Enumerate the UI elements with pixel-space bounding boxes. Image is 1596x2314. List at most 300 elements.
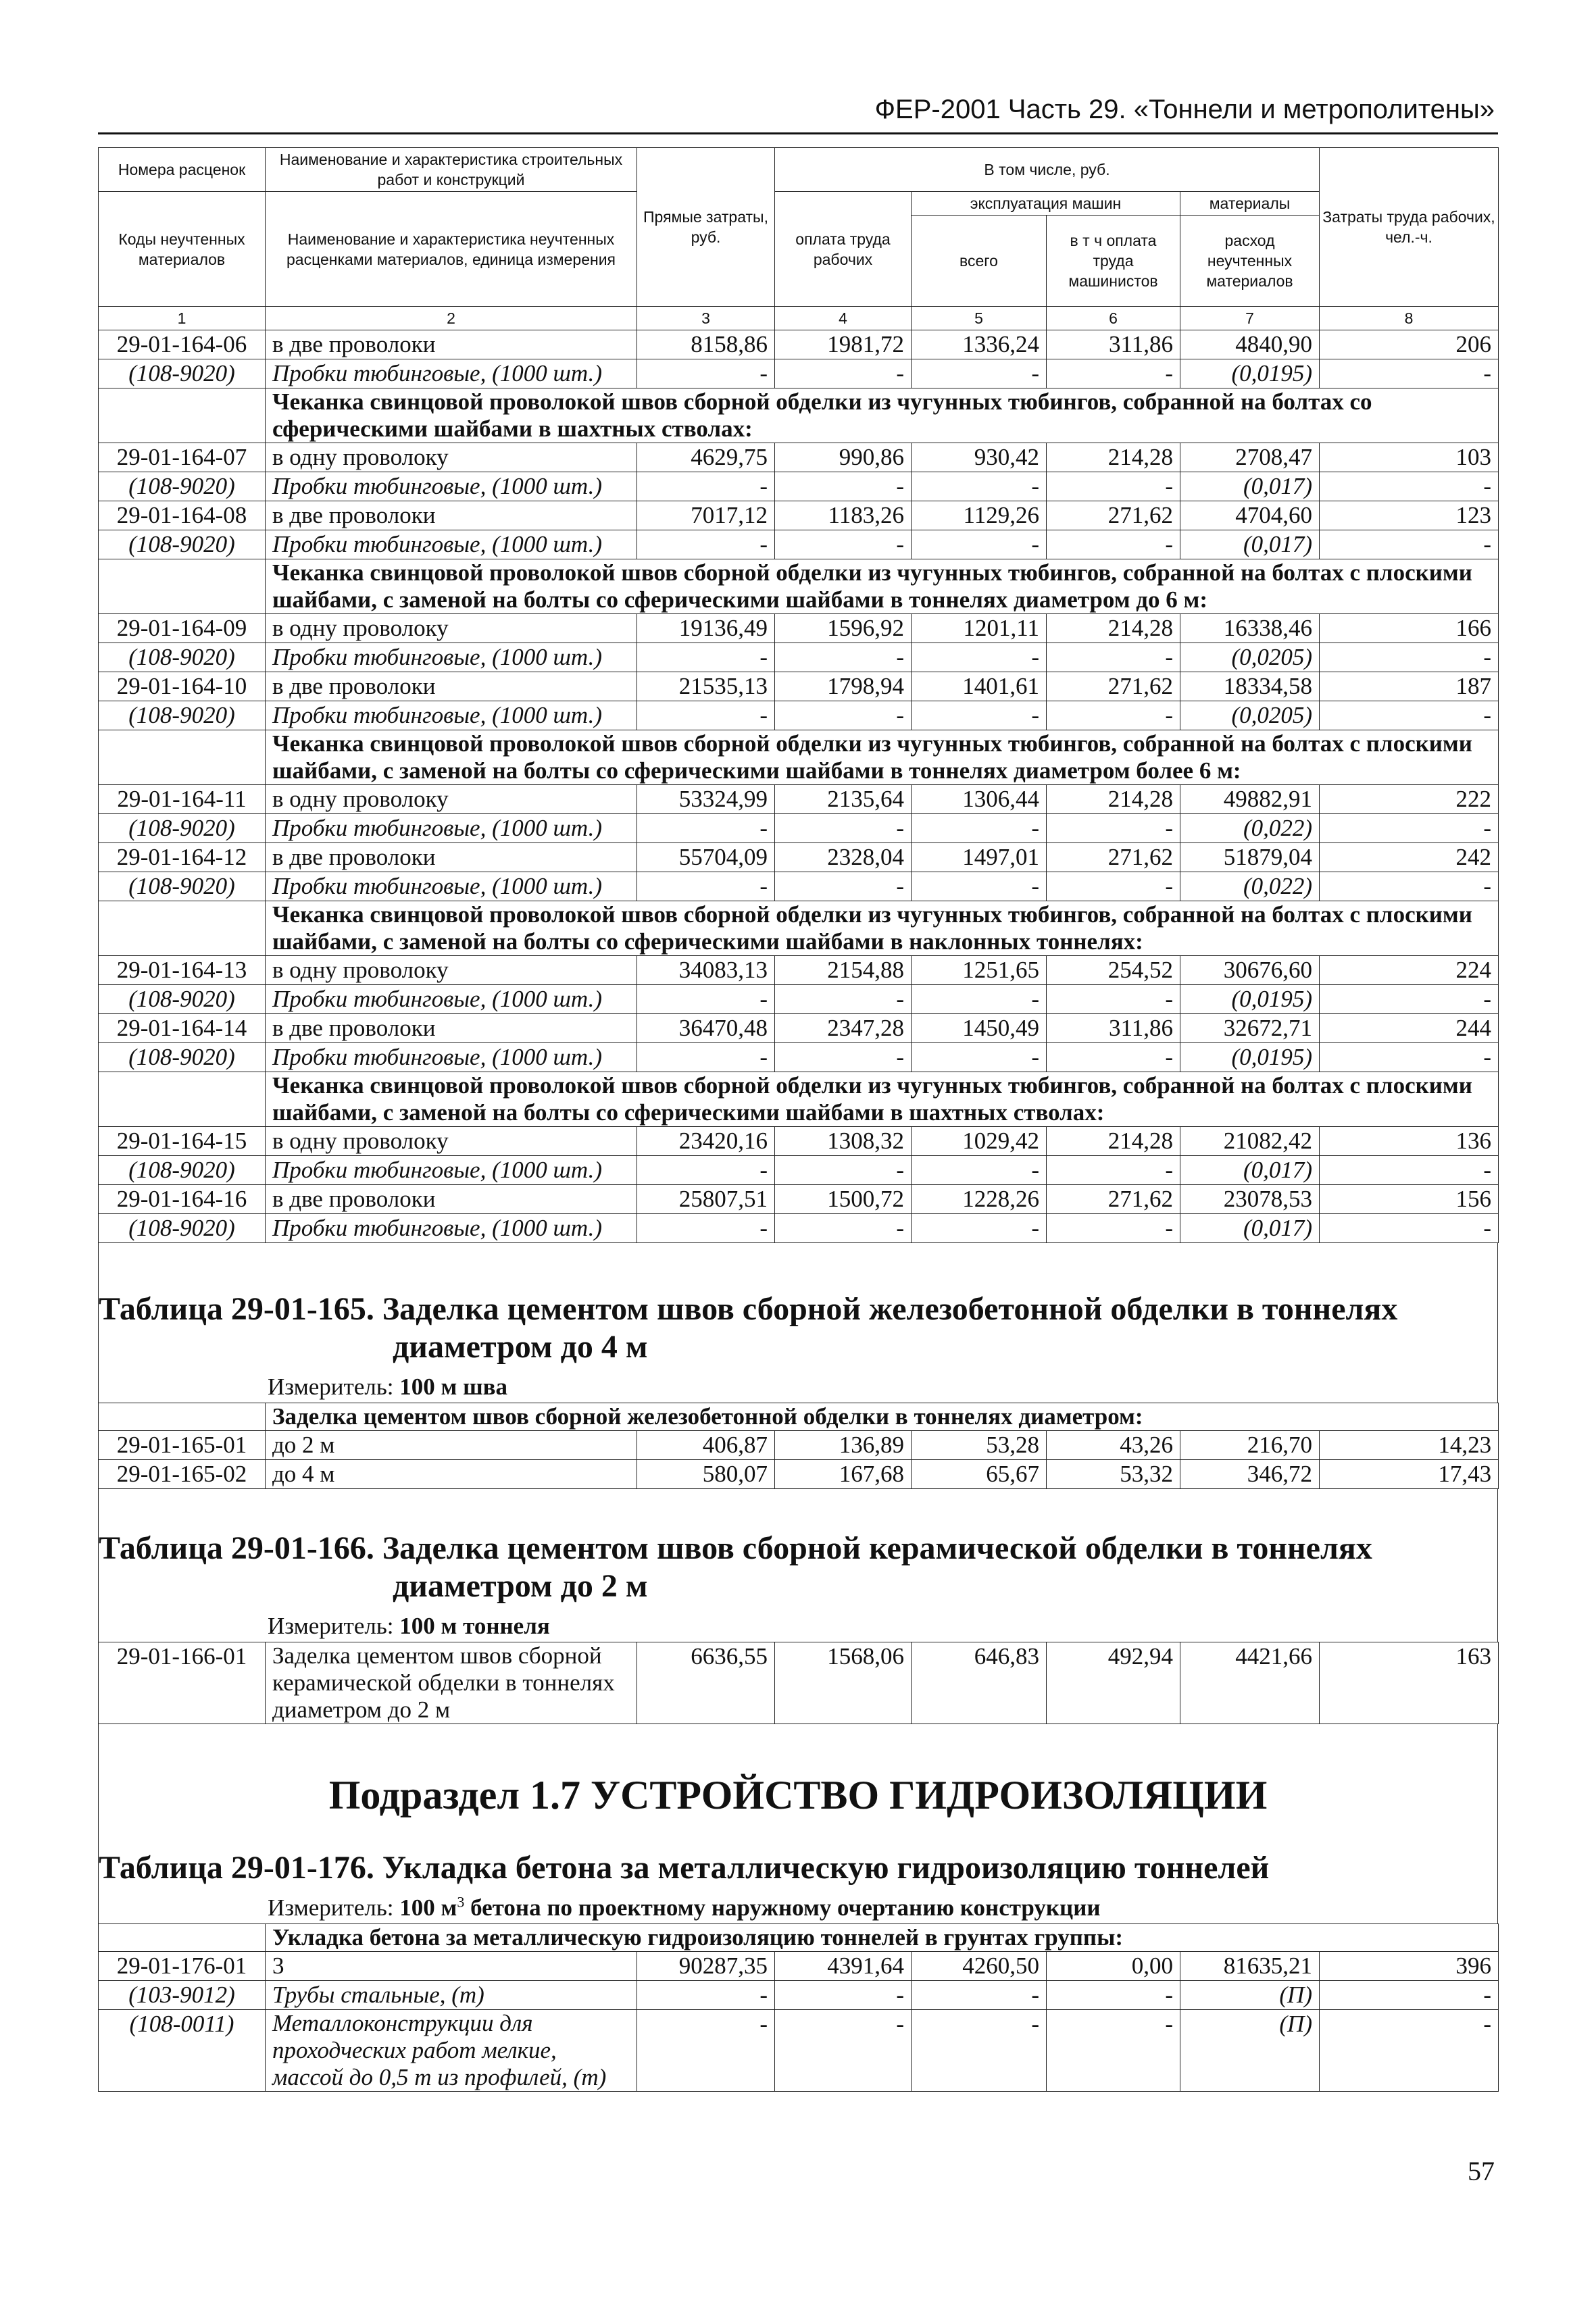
col-num: 2 bbox=[266, 307, 637, 330]
rates-table-165 bbox=[98, 1403, 1499, 1489]
table-165-title-line2: диаметром до 4 м bbox=[393, 1329, 648, 1365]
rate-name: в две проволоки bbox=[266, 501, 637, 530]
wages-cost: 4391,64 bbox=[775, 1952, 912, 1981]
group-title: Чеканка свинцовой проволокой швов сборной обделки из чугунных тюбингов, собранной на болтах с плоскими шайбами, с заменой на болты со сферическими шайбами в шахтных стволах: bbox=[266, 1072, 1499, 1127]
subsection-block bbox=[98, 1724, 1498, 1923]
table-164-body bbox=[99, 330, 1499, 1243]
wages-cost: 167,68 bbox=[775, 1460, 912, 1489]
wages-cost: 2154,88 bbox=[775, 956, 912, 985]
table-166-title bbox=[99, 1516, 1497, 1605]
direct-cost: 7017,12 bbox=[637, 501, 775, 530]
wages-cost: - bbox=[775, 643, 912, 672]
machines-cost: 1497,01 bbox=[912, 843, 1047, 872]
wages-cost: 2135,64 bbox=[775, 785, 912, 814]
subsection-title: Подраздел 1.7 УСТРОЙСТВО ГИДРОИЗОЛЯЦИИ bbox=[328, 1773, 1268, 1817]
machines-cost: - bbox=[912, 1214, 1047, 1243]
rate-name: до 4 м bbox=[266, 1460, 637, 1489]
direct-cost: - bbox=[637, 872, 775, 901]
machines-wages-cost: 271,62 bbox=[1047, 1185, 1180, 1214]
materials-cost: (0,017) bbox=[1180, 1156, 1320, 1185]
wages-cost: - bbox=[775, 701, 912, 730]
machines-cost: 930,42 bbox=[912, 443, 1047, 472]
direct-cost: 406,87 bbox=[637, 1431, 775, 1460]
wages-cost: 1500,72 bbox=[775, 1185, 912, 1214]
material-row bbox=[99, 1156, 1499, 1185]
direct-cost: - bbox=[637, 1981, 775, 2010]
direct-cost: - bbox=[637, 1214, 775, 1243]
wages-cost: - bbox=[775, 530, 912, 559]
rate-code: 29-01-164-09 bbox=[99, 614, 266, 643]
rate-code: 29-01-164-10 bbox=[99, 672, 266, 701]
table-row bbox=[99, 1014, 1499, 1043]
material-row bbox=[99, 472, 1499, 501]
col-machines-total: всего bbox=[912, 216, 1047, 307]
materials-cost: (П) bbox=[1180, 2010, 1320, 2092]
measure-value-post: бетона по проектному наружному очертанию конструкции bbox=[464, 1894, 1101, 1921]
labor-cost: 14,23 bbox=[1320, 1431, 1499, 1460]
group-title-row bbox=[99, 1403, 1499, 1431]
table-166-measure bbox=[99, 1605, 1497, 1642]
rate-name: Пробки тюбинговые, (1000 шт.) bbox=[266, 472, 637, 501]
page-number: 57 bbox=[1468, 2156, 1495, 2186]
material-row bbox=[99, 1981, 1499, 2010]
direct-cost: 580,07 bbox=[637, 1460, 775, 1489]
materials-cost: 81635,21 bbox=[1180, 1952, 1320, 1981]
wages-cost: - bbox=[775, 2010, 912, 2092]
measure-label: Измеритель: bbox=[268, 1894, 394, 1921]
direct-cost: 53324,99 bbox=[637, 785, 775, 814]
machines-cost: 53,28 bbox=[912, 1431, 1047, 1460]
wages-cost: - bbox=[775, 814, 912, 843]
col-materials: материалы bbox=[1180, 192, 1320, 216]
wages-cost: - bbox=[775, 1981, 912, 2010]
table-row bbox=[99, 1127, 1499, 1156]
labor-cost: - bbox=[1320, 985, 1499, 1014]
group-title-spacer bbox=[99, 1403, 266, 1431]
rate-code: 29-01-164-13 bbox=[99, 956, 266, 985]
labor-cost: 103 bbox=[1320, 443, 1499, 472]
direct-cost: 34083,13 bbox=[637, 956, 775, 985]
machines-wages-cost: - bbox=[1047, 1981, 1180, 2010]
measure-label: Измеритель: bbox=[268, 1374, 394, 1400]
rates-table-176 bbox=[98, 1923, 1499, 2092]
table-row bbox=[99, 1642, 1499, 1724]
wages-cost: - bbox=[775, 1043, 912, 1072]
direct-cost: 8158,86 bbox=[637, 330, 775, 359]
material-row bbox=[99, 1043, 1499, 1072]
rates-table-166 bbox=[98, 1642, 1499, 1724]
rate-code: 29-01-164-15 bbox=[99, 1127, 266, 1156]
col-name-bottom: Наименование и характеристика неучтенных расценками материалов, единица измерения bbox=[266, 192, 637, 307]
machines-wages-cost: - bbox=[1047, 1214, 1180, 1243]
machines-cost: 1306,44 bbox=[912, 785, 1047, 814]
labor-cost: - bbox=[1320, 359, 1499, 388]
machines-cost: 1129,26 bbox=[912, 501, 1047, 530]
labor-cost: 123 bbox=[1320, 501, 1499, 530]
machines-cost: 4260,50 bbox=[912, 1952, 1047, 1981]
table-165-body bbox=[99, 1403, 1499, 1489]
direct-cost: - bbox=[637, 814, 775, 843]
labor-cost: - bbox=[1320, 814, 1499, 843]
header-rule bbox=[98, 132, 1498, 134]
rate-code: 29-01-176-01 bbox=[99, 1952, 266, 1981]
rate-name: в две проволоки bbox=[266, 672, 637, 701]
wages-cost: - bbox=[775, 359, 912, 388]
table-176-measure bbox=[99, 1887, 1497, 1923]
rate-name: Пробки тюбинговые, (1000 шт.) bbox=[266, 701, 637, 730]
materials-cost: (0,0195) bbox=[1180, 985, 1320, 1014]
machines-wages-cost: 53,32 bbox=[1047, 1460, 1180, 1489]
table-165-title bbox=[99, 1277, 1497, 1366]
machines-cost: 646,83 bbox=[912, 1642, 1047, 1724]
group-title: Заделка цементом швов сборной железобетонной обделки в тоннелях диаметром: bbox=[266, 1403, 1499, 1431]
wages-cost: - bbox=[775, 985, 912, 1014]
table-row bbox=[99, 501, 1499, 530]
machines-wages-cost: - bbox=[1047, 985, 1180, 1014]
group-title-spacer bbox=[99, 1924, 266, 1952]
machines-wages-cost: - bbox=[1047, 814, 1180, 843]
rate-code: (108-9020) bbox=[99, 872, 266, 901]
machines-wages-cost: 214,28 bbox=[1047, 1127, 1180, 1156]
labor-cost: 222 bbox=[1320, 785, 1499, 814]
labor-cost: 136 bbox=[1320, 1127, 1499, 1156]
document-body bbox=[98, 147, 1498, 2092]
labor-cost: 396 bbox=[1320, 1952, 1499, 1981]
labor-cost: - bbox=[1320, 643, 1499, 672]
materials-cost: 23078,53 bbox=[1180, 1185, 1320, 1214]
material-row bbox=[99, 643, 1499, 672]
machines-cost: - bbox=[912, 1156, 1047, 1185]
materials-cost: 30676,60 bbox=[1180, 956, 1320, 985]
materials-cost: (0,017) bbox=[1180, 1214, 1320, 1243]
rate-code: 29-01-165-01 bbox=[99, 1431, 266, 1460]
material-row bbox=[99, 814, 1499, 843]
materials-cost: 4840,90 bbox=[1180, 330, 1320, 359]
machines-cost: 1201,11 bbox=[912, 614, 1047, 643]
rate-code: (108-9020) bbox=[99, 643, 266, 672]
material-row bbox=[99, 359, 1499, 388]
machines-cost: - bbox=[912, 701, 1047, 730]
materials-cost: (0,0195) bbox=[1180, 1043, 1320, 1072]
table-176-title: Таблица 29-01-176. Укладка бетона за металлическую гидроизоляцию тоннелей bbox=[99, 1850, 1270, 1886]
labor-cost: - bbox=[1320, 1043, 1499, 1072]
rate-name: Заделка цементом швов сборной керамической обделки в тоннелях диаметром до 2 м bbox=[266, 1642, 637, 1724]
direct-cost: - bbox=[637, 1043, 775, 1072]
materials-cost: 21082,42 bbox=[1180, 1127, 1320, 1156]
col-num: 5 bbox=[912, 307, 1047, 330]
labor-cost: 244 bbox=[1320, 1014, 1499, 1043]
group-title-row bbox=[99, 730, 1499, 785]
machines-wages-cost: - bbox=[1047, 1043, 1180, 1072]
materials-cost: (0,017) bbox=[1180, 530, 1320, 559]
rate-code: 29-01-164-06 bbox=[99, 330, 266, 359]
table-166-title-line1: Таблица 29-01-166. Заделка цементом швов сборной керамической обделки в тоннелях bbox=[99, 1530, 1372, 1566]
materials-cost: (0,022) bbox=[1180, 872, 1320, 901]
col-machines: эксплуатация машин bbox=[912, 192, 1180, 216]
machines-wages-cost: - bbox=[1047, 701, 1180, 730]
material-row bbox=[99, 1214, 1499, 1243]
rate-code: 29-01-164-08 bbox=[99, 501, 266, 530]
labor-cost: - bbox=[1320, 530, 1499, 559]
wages-cost: 990,86 bbox=[775, 443, 912, 472]
rate-code: (108-9020) bbox=[99, 359, 266, 388]
direct-cost: - bbox=[637, 359, 775, 388]
rate-code: (108-0011) bbox=[99, 2010, 266, 2092]
materials-cost: 4421,66 bbox=[1180, 1642, 1320, 1724]
labor-cost: 242 bbox=[1320, 843, 1499, 872]
machines-wages-cost: 43,26 bbox=[1047, 1431, 1180, 1460]
machines-wages-cost: 492,94 bbox=[1047, 1642, 1180, 1724]
page-header: ФЕР-2001 Часть 29. «Тоннели и метрополитены» bbox=[874, 95, 1495, 124]
machines-cost: 65,67 bbox=[912, 1460, 1047, 1489]
machines-wages-cost: - bbox=[1047, 472, 1180, 501]
rates-table-164 bbox=[98, 147, 1499, 1243]
direct-cost: - bbox=[637, 472, 775, 501]
table-row bbox=[99, 785, 1499, 814]
rate-code: 29-01-164-16 bbox=[99, 1185, 266, 1214]
machines-cost: 1450,49 bbox=[912, 1014, 1047, 1043]
materials-cost: (0,017) bbox=[1180, 472, 1320, 501]
machines-cost: 1029,42 bbox=[912, 1127, 1047, 1156]
rate-name: Пробки тюбинговые, (1000 шт.) bbox=[266, 985, 637, 1014]
group-title-row bbox=[99, 559, 1499, 614]
group-title-row bbox=[99, 901, 1499, 956]
rate-name: в две проволоки bbox=[266, 843, 637, 872]
rate-name: в одну проволоку bbox=[266, 1127, 637, 1156]
machines-wages-cost: 311,86 bbox=[1047, 1014, 1180, 1043]
labor-cost: - bbox=[1320, 472, 1499, 501]
direct-cost: 55704,09 bbox=[637, 843, 775, 872]
machines-cost: 1228,26 bbox=[912, 1185, 1047, 1214]
direct-cost: 36470,48 bbox=[637, 1014, 775, 1043]
rate-name: до 2 м bbox=[266, 1431, 637, 1460]
direct-cost: - bbox=[637, 530, 775, 559]
machines-wages-cost: - bbox=[1047, 530, 1180, 559]
material-row bbox=[99, 872, 1499, 901]
direct-cost: 19136,49 bbox=[637, 614, 775, 643]
rate-name: в две проволоки bbox=[266, 1014, 637, 1043]
wages-cost: 1183,26 bbox=[775, 501, 912, 530]
materials-cost: (0,0205) bbox=[1180, 701, 1320, 730]
wages-cost: 1798,94 bbox=[775, 672, 912, 701]
wages-cost: 1981,72 bbox=[775, 330, 912, 359]
rate-name: Пробки тюбинговые, (1000 шт.) bbox=[266, 1043, 637, 1072]
machines-wages-cost: 214,28 bbox=[1047, 443, 1180, 472]
rate-code: 29-01-165-02 bbox=[99, 1460, 266, 1489]
group-title-row bbox=[99, 388, 1499, 443]
table-166-title-line2: диаметром до 2 м bbox=[393, 1568, 648, 1604]
col-direct: Прямые затраты, руб. bbox=[637, 148, 775, 307]
materials-cost: (П) bbox=[1180, 1981, 1320, 2010]
machines-wages-cost: 0,00 bbox=[1047, 1952, 1180, 1981]
measure-value-pre: 100 м bbox=[399, 1894, 457, 1921]
machines-wages-cost: 214,28 bbox=[1047, 785, 1180, 814]
rate-code: 29-01-164-11 bbox=[99, 785, 266, 814]
rate-name: Пробки тюбинговые, (1000 шт.) bbox=[266, 530, 637, 559]
machines-cost: - bbox=[912, 1043, 1047, 1072]
table-row bbox=[99, 443, 1499, 472]
measure-value: 100 м тоннеля bbox=[399, 1613, 550, 1639]
direct-cost: - bbox=[637, 701, 775, 730]
machines-cost: 1401,61 bbox=[912, 672, 1047, 701]
rate-code: 29-01-164-07 bbox=[99, 443, 266, 472]
group-title-spacer bbox=[99, 559, 266, 614]
rate-name: 3 bbox=[266, 1952, 637, 1981]
material-row bbox=[99, 701, 1499, 730]
machines-wages-cost: - bbox=[1047, 1156, 1180, 1185]
table-166-block bbox=[98, 1489, 1498, 1642]
col-code-top: Номера расценок bbox=[99, 148, 266, 192]
table-row bbox=[99, 614, 1499, 643]
group-title-spacer bbox=[99, 901, 266, 956]
col-num: 1 bbox=[99, 307, 266, 330]
machines-cost: 1336,24 bbox=[912, 330, 1047, 359]
machines-cost: - bbox=[912, 985, 1047, 1014]
rate-code: 29-01-164-12 bbox=[99, 843, 266, 872]
table-176-body bbox=[99, 1924, 1499, 2092]
materials-cost: 18334,58 bbox=[1180, 672, 1320, 701]
wages-cost: 1596,92 bbox=[775, 614, 912, 643]
materials-cost: 49882,91 bbox=[1180, 785, 1320, 814]
rate-name: в две проволоки bbox=[266, 330, 637, 359]
col-num: 7 bbox=[1180, 307, 1320, 330]
table-165-title-line1: Таблица 29-01-165. Заделка цементом швов сборной железобетонной обделки в тоннелях bbox=[99, 1291, 1398, 1327]
group-title-spacer bbox=[99, 388, 266, 443]
table-header bbox=[99, 148, 1499, 330]
rate-code: (108-9020) bbox=[99, 1156, 266, 1185]
table-row bbox=[99, 843, 1499, 872]
col-num: 3 bbox=[637, 307, 775, 330]
rate-code: (108-9020) bbox=[99, 1214, 266, 1243]
col-code-bottom: Коды неучтенных материалов bbox=[99, 192, 266, 307]
table-row bbox=[99, 1431, 1499, 1460]
direct-cost: 90287,35 bbox=[637, 1952, 775, 1981]
rate-name: в одну проволоку bbox=[266, 614, 637, 643]
rate-code: 29-01-164-14 bbox=[99, 1014, 266, 1043]
rate-name: в одну проволоку bbox=[266, 956, 637, 985]
group-title: Чеканка свинцовой проволокой швов сборной обделки из чугунных тюбингов, собранной на болтах с плоскими шайбами, с заменой на болты со сферическими шайбами в тоннелях диаметром до 6 м: bbox=[266, 559, 1499, 614]
measure-sup: 3 bbox=[457, 1893, 465, 1911]
table-row bbox=[99, 672, 1499, 701]
direct-cost: 6636,55 bbox=[637, 1642, 775, 1724]
materials-cost: 32672,71 bbox=[1180, 1014, 1320, 1043]
machines-wages-cost: 271,62 bbox=[1047, 843, 1180, 872]
rate-name: Пробки тюбинговые, (1000 шт.) bbox=[266, 359, 637, 388]
wages-cost: 1308,32 bbox=[775, 1127, 912, 1156]
col-name-top: Наименование и характеристика строительных работ и конструкций bbox=[266, 148, 637, 192]
materials-cost: (0,0195) bbox=[1180, 359, 1320, 388]
rate-code: (108-9020) bbox=[99, 530, 266, 559]
direct-cost: 4629,75 bbox=[637, 443, 775, 472]
machines-wages-cost: - bbox=[1047, 872, 1180, 901]
group-title: Укладка бетона за металлическую гидроизоляцию тоннелей в грунтах группы: bbox=[266, 1924, 1499, 1952]
table-165-block bbox=[98, 1243, 1498, 1403]
machines-cost: - bbox=[912, 2010, 1047, 2092]
group-title-spacer bbox=[99, 1072, 266, 1127]
machines-cost: - bbox=[912, 1981, 1047, 2010]
machines-cost: - bbox=[912, 872, 1047, 901]
rate-code: (108-9020) bbox=[99, 701, 266, 730]
table-166-body bbox=[99, 1642, 1499, 1724]
machines-wages-cost: 271,62 bbox=[1047, 501, 1180, 530]
materials-cost: (0,022) bbox=[1180, 814, 1320, 843]
col-wages: оплата труда рабочих bbox=[775, 192, 912, 307]
labor-cost: - bbox=[1320, 1981, 1499, 2010]
table-row bbox=[99, 956, 1499, 985]
labor-cost: 224 bbox=[1320, 956, 1499, 985]
machines-wages-cost: 214,28 bbox=[1047, 614, 1180, 643]
machines-cost: - bbox=[912, 472, 1047, 501]
machines-wages-cost: 271,62 bbox=[1047, 672, 1180, 701]
wages-cost: 1568,06 bbox=[775, 1642, 912, 1724]
group-title: Чеканка свинцовой проволокой швов сборной обделки из чугунных тюбингов, собранной на болтах со сферическими шайбами в шахтных стволах: bbox=[266, 388, 1499, 443]
materials-cost: (0,0205) bbox=[1180, 643, 1320, 672]
direct-cost: 21535,13 bbox=[637, 672, 775, 701]
rate-code: 29-01-166-01 bbox=[99, 1642, 266, 1724]
rate-code: (103-9012) bbox=[99, 1981, 266, 2010]
material-row bbox=[99, 2010, 1499, 2092]
labor-cost: 163 bbox=[1320, 1642, 1499, 1724]
materials-cost: 51879,04 bbox=[1180, 843, 1320, 872]
wages-cost: - bbox=[775, 1156, 912, 1185]
measure-label: Измеритель: bbox=[268, 1613, 394, 1639]
machines-wages-cost: - bbox=[1047, 2010, 1180, 2092]
rate-code: (108-9020) bbox=[99, 985, 266, 1014]
direct-cost: 23420,16 bbox=[637, 1127, 775, 1156]
labor-cost: 17,43 bbox=[1320, 1460, 1499, 1489]
materials-cost: 4704,60 bbox=[1180, 501, 1320, 530]
machines-wages-cost: 311,86 bbox=[1047, 330, 1180, 359]
materials-cost: 16338,46 bbox=[1180, 614, 1320, 643]
rate-name: в одну проволоку bbox=[266, 785, 637, 814]
labor-cost: - bbox=[1320, 1214, 1499, 1243]
col-labor: Затраты труда рабочих, чел.-ч. bbox=[1320, 148, 1499, 307]
direct-cost: - bbox=[637, 985, 775, 1014]
wages-cost: 2347,28 bbox=[775, 1014, 912, 1043]
col-machines-wages: в т ч оплата труда машинистов bbox=[1047, 216, 1180, 307]
machines-wages-cost: 254,52 bbox=[1047, 956, 1180, 985]
direct-cost: - bbox=[637, 643, 775, 672]
wages-cost: - bbox=[775, 872, 912, 901]
machines-wages-cost: - bbox=[1047, 359, 1180, 388]
wages-cost: - bbox=[775, 1214, 912, 1243]
labor-cost: 166 bbox=[1320, 614, 1499, 643]
rate-name: Трубы стальные, (т) bbox=[266, 1981, 637, 2010]
rate-name: в одну проволоку bbox=[266, 443, 637, 472]
rate-name: Пробки тюбинговые, (1000 шт.) bbox=[266, 1156, 637, 1185]
table-165-measure bbox=[99, 1366, 1497, 1403]
labor-cost: 156 bbox=[1320, 1185, 1499, 1214]
table-row bbox=[99, 330, 1499, 359]
group-title-row bbox=[99, 1072, 1499, 1127]
rate-code: (108-9020) bbox=[99, 1043, 266, 1072]
col-materials-sub: расход неучтенных материалов bbox=[1180, 216, 1320, 307]
labor-cost: - bbox=[1320, 1156, 1499, 1185]
rate-name: Пробки тюбинговые, (1000 шт.) bbox=[266, 1214, 637, 1243]
col-num: 8 bbox=[1320, 307, 1499, 330]
wages-cost: 2328,04 bbox=[775, 843, 912, 872]
material-row bbox=[99, 985, 1499, 1014]
rate-name: Металлоконструкции для проходческих работ мелкие, массой до 0,5 т из профилей, (т) bbox=[266, 2010, 637, 2092]
machines-cost: - bbox=[912, 359, 1047, 388]
col-num: 4 bbox=[775, 307, 912, 330]
machines-cost: 1251,65 bbox=[912, 956, 1047, 985]
labor-cost: - bbox=[1320, 872, 1499, 901]
direct-cost: 25807,51 bbox=[637, 1185, 775, 1214]
machines-cost: - bbox=[912, 530, 1047, 559]
materials-cost: 346,72 bbox=[1180, 1460, 1320, 1489]
col-incl: В том числе, руб. bbox=[775, 148, 1320, 192]
